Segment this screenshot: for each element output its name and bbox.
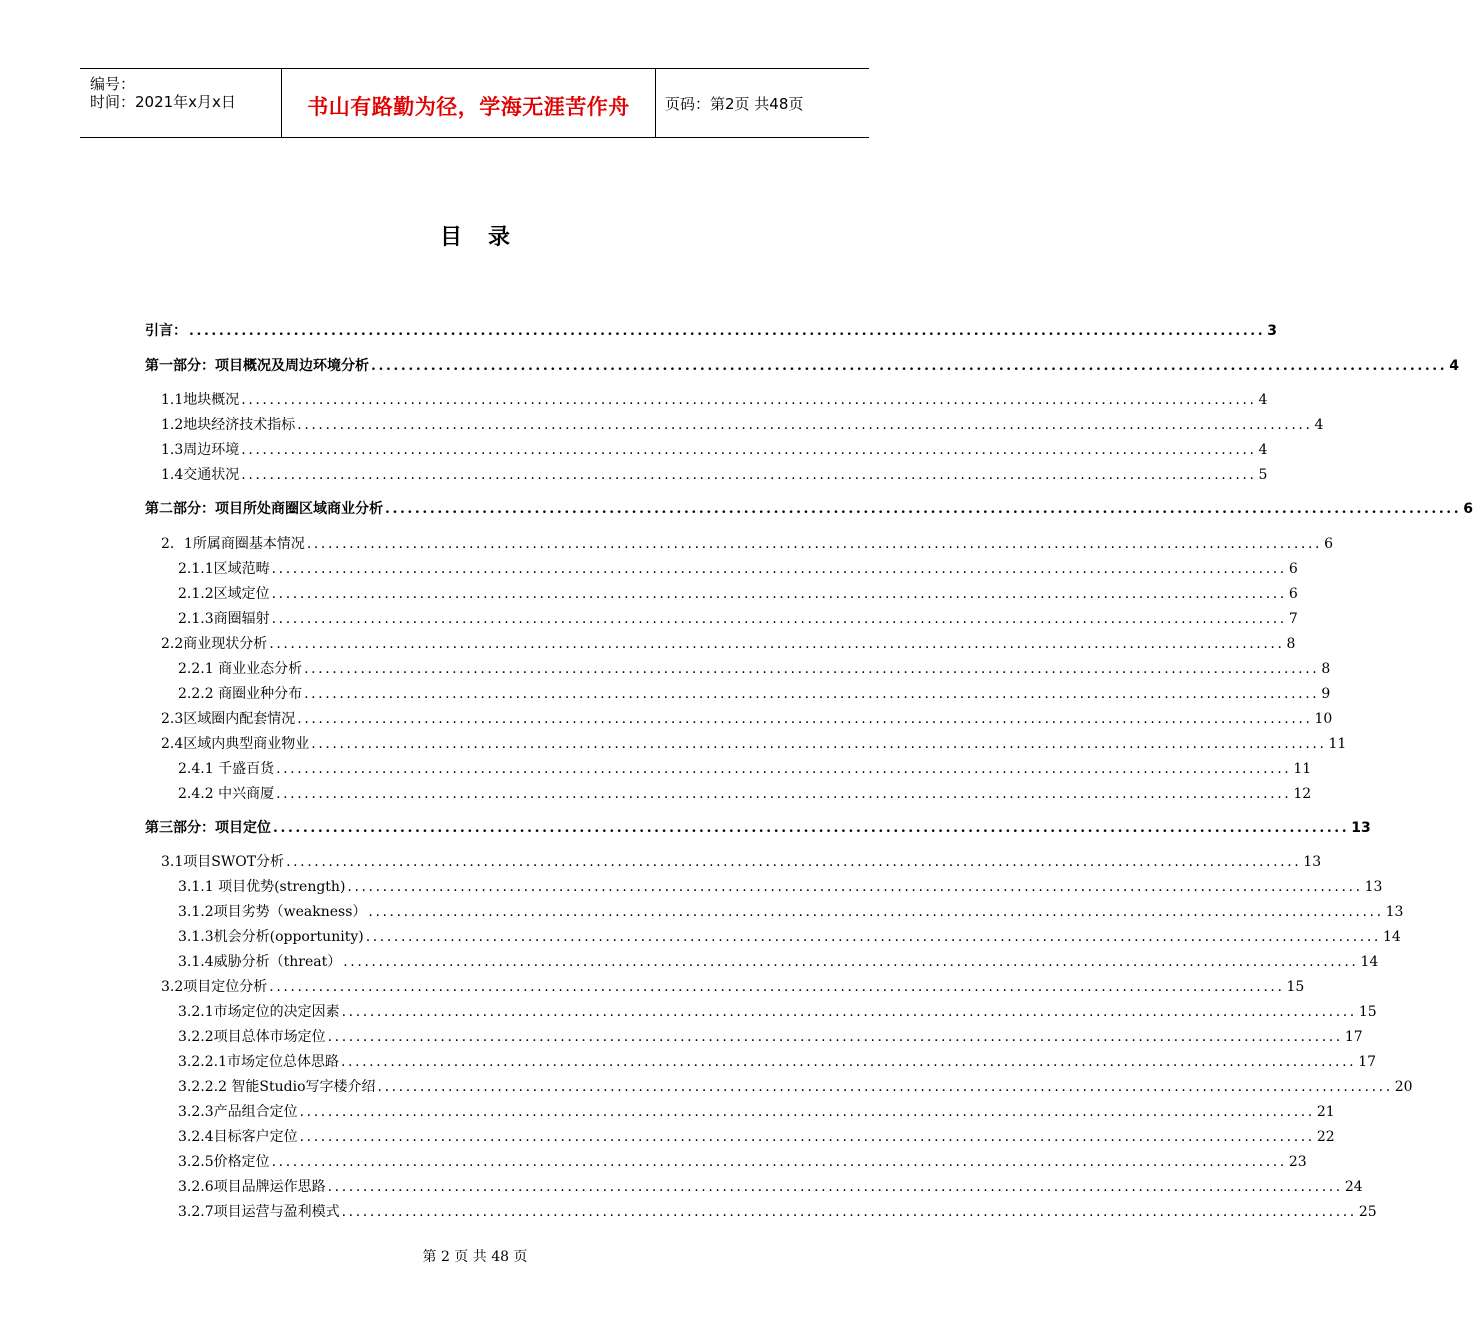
toc-entry-title: 第三部分：项目定位 — [145, 820, 271, 836]
toc-dot-leader: ................................................................................................................................................ — [286, 854, 1302, 870]
toc-entry-title: 第一部分：项目概况及周边环境分析 — [145, 358, 369, 374]
toc-entry-title: 2.1.2区域定位 — [178, 586, 270, 602]
toc-entry-page: 13 — [1364, 879, 1383, 895]
toc-entry-page: 7 — [1288, 611, 1298, 627]
toc-entry[interactable] — [145, 320, 1278, 340]
toc-entry-page: 4 — [1314, 417, 1324, 433]
toc-entry-page: 3 — [1267, 323, 1278, 339]
toc-dot-leader: ................................................................................................................................................ — [327, 1179, 1343, 1195]
toc-entry[interactable] — [161, 733, 1347, 753]
toc-entry-page: 15 — [1286, 979, 1305, 995]
toc-dot-leader: ................................................................................................................................................ — [340, 1054, 1357, 1070]
toc-entry[interactable] — [178, 1101, 1335, 1121]
toc-dot-leader: ................................................................................................................................................ — [377, 1079, 1393, 1095]
toc-entry-title: 3.2.2项目总体市场定位 — [178, 1029, 326, 1045]
toc-entry-page: 11 — [1293, 761, 1312, 777]
toc-entry[interactable] — [161, 464, 1268, 484]
toc-entry-page: 8 — [1286, 636, 1296, 652]
toc-entry[interactable] — [178, 658, 1331, 678]
toc-dot-leader: ................................................................................................................................................ — [297, 711, 1313, 727]
toc-entry-page: 6 — [1463, 501, 1473, 517]
toc-entry-page: 13 — [1303, 854, 1322, 870]
toc-entry-page: 20 — [1394, 1079, 1413, 1095]
header-motto: 书山有路勤为径，学海无涯苦作舟 — [307, 95, 630, 119]
toc-dot-leader: ................................................................................................................................................ — [241, 442, 1257, 458]
toc-entry-title: 2.4.1 千盛百货 — [178, 761, 275, 777]
toc-entry[interactable] — [178, 901, 1404, 921]
toc-dot-leader: ................................................................................................................................................ — [241, 392, 1257, 408]
toc-entry-page: 11 — [1328, 736, 1347, 752]
toc-entry-page: 4 — [1449, 358, 1460, 374]
toc-entry-page: 6 — [1324, 536, 1333, 552]
toc-entry[interactable] — [178, 608, 1298, 628]
toc-dot-leader: ................................................................................................................................................ — [189, 323, 1266, 339]
toc-entry-title: 3.2.2.1市场定位总体思路 — [178, 1054, 339, 1070]
toc-entry[interactable] — [178, 951, 1379, 971]
toc-entry-title: 2.1.3商圈辐射 — [178, 611, 270, 627]
toc-dot-leader: ................................................................................................................................................ — [343, 954, 1359, 970]
toc-entry[interactable] — [145, 355, 1460, 375]
toc-entry-page: 24 — [1344, 1179, 1363, 1195]
toc-entry-page: 5 — [1258, 467, 1268, 483]
toc-entry-page: 6 — [1288, 561, 1298, 577]
toc-entry-title: 3.1项目SWOT分析 — [161, 854, 285, 870]
toc-entry[interactable] — [178, 1051, 1377, 1071]
toc-entry[interactable] — [145, 498, 1473, 518]
toc-entry[interactable] — [161, 976, 1305, 996]
toc-dot-leader: ................................................................................................................................................ — [276, 761, 1292, 777]
toc-entry-title: 3.1.1 项目优势(strength) — [178, 879, 346, 895]
toc-entry-page: 12 — [1293, 786, 1312, 802]
toc-dot-leader: ................................................................................................................................................ — [341, 1204, 1357, 1220]
toc-dot-leader: ................................................................................................................................................ — [327, 1029, 1343, 1045]
toc-entry-title: 3.2.5价格定位 — [178, 1154, 270, 1170]
toc-entry-page: 17 — [1358, 1054, 1377, 1070]
toc-entry[interactable] — [161, 389, 1268, 409]
toc-dot-leader: ................................................................................................................................................ — [299, 1129, 1315, 1145]
toc-entry-title: 3.2.6项目品牌运作思路 — [178, 1179, 326, 1195]
toc-entry[interactable] — [161, 439, 1268, 459]
toc-dot-leader: ................................................................................................................................................ — [271, 561, 1287, 577]
toc-entry-page: 17 — [1344, 1029, 1363, 1045]
page-footer: 第 2 页 共 48 页 — [422, 1249, 528, 1265]
toc-entry[interactable] — [178, 1026, 1363, 1046]
toc-dot-leader: ................................................................................................................................................ — [271, 586, 1287, 602]
toc-entry-title: 3.1.2项目劣势（weakness） — [178, 904, 367, 920]
toc-entry-title: 3.1.4威胁分析（threat） — [178, 954, 342, 970]
date-label: 时间：2021年x月x日 — [90, 93, 236, 111]
toc-entry[interactable] — [178, 1001, 1377, 1021]
header-page-info: 页码：第2页 共48页 — [665, 95, 804, 113]
toc-entry[interactable] — [178, 558, 1298, 578]
toc-entry[interactable] — [178, 583, 1298, 603]
toc-dot-leader: ................................................................................................................................................ — [271, 1154, 1287, 1170]
toc-entry-page: 25 — [1358, 1204, 1377, 1220]
toc-entry-title: 1.3周边环境 — [161, 442, 240, 458]
toc-dot-leader: ................................................................................................................................................ — [241, 467, 1257, 483]
toc-entry-title: 引言： — [145, 323, 187, 339]
toc-entry-page: 6 — [1288, 586, 1298, 602]
toc-entry-page: 14 — [1382, 929, 1401, 945]
toc-dot-leader: ................................................................................................................................................ — [341, 1004, 1357, 1020]
toc-entry-title: 1.4交通状况 — [161, 467, 240, 483]
toc-dot-leader: ................................................................................................................................................ — [271, 611, 1287, 627]
toc-entry-page: 23 — [1288, 1154, 1307, 1170]
toc-entry-title: 2．1所属商圈基本情况 — [161, 536, 305, 552]
toc-entry-page: 15 — [1358, 1004, 1377, 1020]
toc-entry[interactable] — [178, 1076, 1413, 1096]
toc-entry-title: 2.1.1区域范畴 — [178, 561, 270, 577]
toc-dot-leader: ................................................................................................................................................ — [347, 879, 1363, 895]
toc-entry-page: 13 — [1385, 904, 1404, 920]
toc-entry[interactable] — [145, 817, 1371, 837]
toc-entry[interactable] — [178, 683, 1331, 703]
toc-dot-leader: ................................................................................................................................................ — [269, 636, 1285, 652]
serial-label: 编号： — [90, 75, 136, 93]
toc-entry-title: 3.2.4目标客户定位 — [178, 1129, 298, 1145]
toc-dot-leader: ................................................................................................................................................ — [304, 686, 1320, 702]
toc-entry[interactable] — [161, 708, 1333, 728]
toc-dot-leader: ................................................................................................................................................ — [269, 979, 1285, 995]
toc-entry-page: 4 — [1258, 392, 1268, 408]
toc-entry[interactable] — [161, 851, 1322, 871]
toc-entry-page: 4 — [1258, 442, 1268, 458]
toc-dot-leader: ................................................................................................................................................ — [311, 736, 1327, 752]
toc-entry-page: 10 — [1314, 711, 1333, 727]
toc-entry-page: 22 — [1316, 1129, 1335, 1145]
toc-entry[interactable] — [178, 758, 1312, 778]
toc-dot-leader: ................................................................................................................................................ — [276, 786, 1292, 802]
toc-dot-leader: ................................................................................................................................................ — [297, 417, 1313, 433]
toc-entry[interactable] — [161, 414, 1324, 434]
toc-entry-page: 14 — [1360, 954, 1379, 970]
toc-entry-title: 3.1.3机会分析(opportunity) — [178, 929, 364, 945]
toc-entry-title: 2.2.2 商圈业种分布 — [178, 686, 303, 702]
toc-entry-title: 2.4区域内典型商业物业 — [161, 736, 310, 752]
toc-dot-leader: ................................................................................................................................................ — [368, 904, 1384, 920]
toc-entry-title: 3.2.2.2 智能Studio写字楼介绍 — [178, 1079, 376, 1095]
toc-entry-title: 第二部分：项目所处商圈区域商业分析 — [145, 501, 383, 517]
toc-entry-title: 3.2项目定位分析 — [161, 979, 268, 995]
toc-entry-page: 9 — [1321, 686, 1331, 702]
toc-entry-title: 1.1地块概况 — [161, 392, 240, 408]
toc-entry-title: 2.2.1 商业业态分析 — [178, 661, 303, 677]
toc-entry-title: 3.2.7项目运营与盈利模式 — [178, 1204, 340, 1220]
toc-dot-leader: ................................................................................................................................................ — [365, 929, 1381, 945]
toc-dot-leader: ................................................................................................................................................ — [273, 820, 1350, 836]
toc-entry-title: 2.2商业现状分析 — [161, 636, 268, 652]
toc-entry-title: 1.2地块经济技术指标 — [161, 417, 296, 433]
toc-entry[interactable] — [161, 533, 1333, 553]
toc-entry-page: 13 — [1351, 820, 1371, 836]
toc-dot-leader: ................................................................................................................................................ — [304, 661, 1320, 677]
toc-entry[interactable] — [178, 783, 1312, 803]
toc-dot-leader: ................................................................................................................................................ — [385, 501, 1462, 517]
toc-entry[interactable] — [178, 1201, 1377, 1221]
toc-entry[interactable] — [178, 926, 1401, 946]
toc-dot-leader: ................................................................................................................................................ — [371, 358, 1448, 374]
toc-entry[interactable] — [178, 876, 1383, 896]
toc-dot-leader: ................................................................................................................................................ — [299, 1104, 1315, 1120]
toc-entry-page: 8 — [1321, 661, 1331, 677]
toc-entry-title: 2.4.2 中兴商厦 — [178, 786, 275, 802]
toc-entry-title: 3.2.1市场定位的决定因素 — [178, 1004, 340, 1020]
toc-dot-leader: ................................................................................................................................................ — [306, 536, 1323, 552]
toc-entry[interactable] — [178, 1176, 1363, 1196]
toc-entry[interactable] — [178, 1126, 1335, 1146]
toc-entry-title: 3.2.3产品组合定位 — [178, 1104, 298, 1120]
toc-entry[interactable] — [161, 633, 1296, 653]
toc-entry-page: 21 — [1316, 1104, 1335, 1120]
toc-entry-title: 2.3区域圈内配套情况 — [161, 711, 296, 727]
toc-entry[interactable] — [178, 1151, 1307, 1171]
page-title: 目录 — [439, 225, 536, 250]
